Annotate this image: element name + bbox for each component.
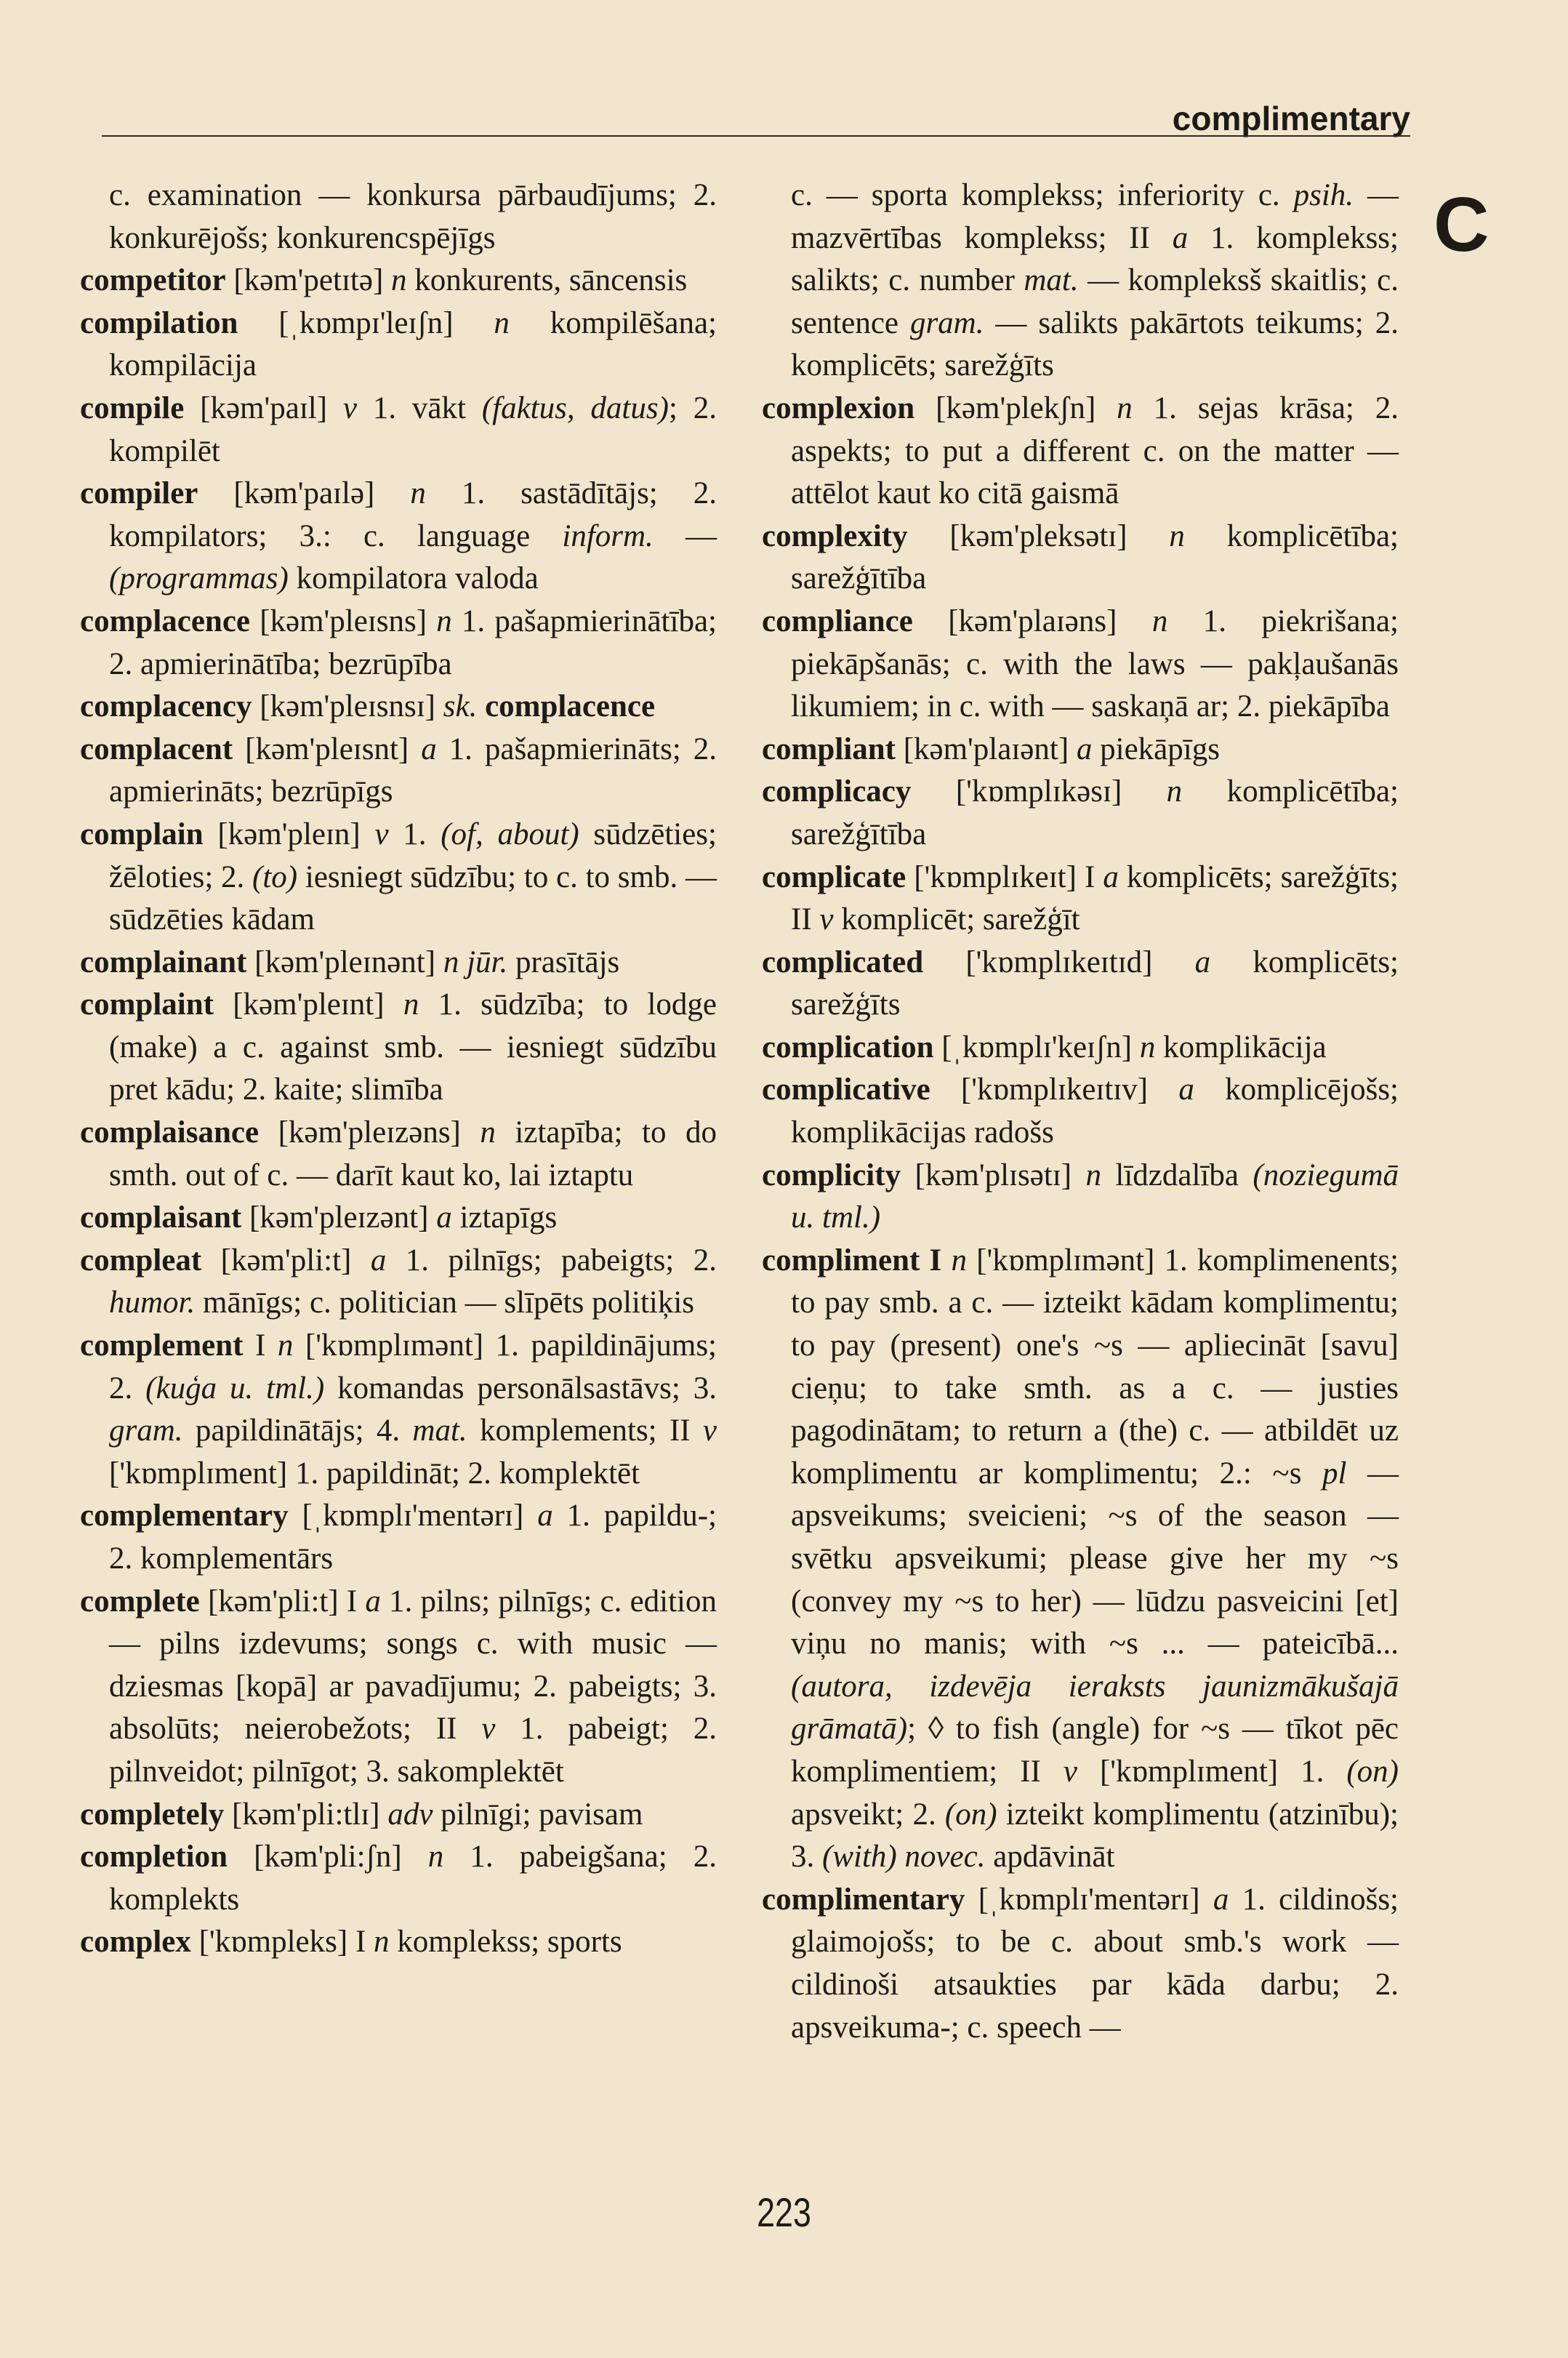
entry-text: ['kɒmplɪkeɪt] I bbox=[906, 859, 1103, 894]
label-italic: gram. bbox=[109, 1413, 183, 1448]
headword: compilation bbox=[80, 305, 238, 340]
entry-text: [ˌkɒmplɪ'mentərɪ] bbox=[288, 1499, 538, 1533]
entry-text: — salikts pakārtots teikums; 2. komplicēts; sarežģīts bbox=[791, 305, 1399, 383]
label-italic: v bbox=[819, 902, 834, 937]
label-italic: (faktus, datus) bbox=[481, 390, 669, 425]
dictionary-entry bbox=[762, 1069, 1399, 1154]
entry-text: komplements; II bbox=[467, 1413, 703, 1448]
entry-text: 1. piekrišana; piekāpšanās; c. with the laws — pakļaušanās likumiem; in c. with — saskaņā ar; 2. piekāpība bbox=[791, 603, 1399, 724]
entry-text: 1. sastādītājs; 2. kompilators; 3.: c. language bbox=[109, 476, 717, 553]
headword: complaint bbox=[80, 987, 214, 1022]
headword: complacent bbox=[80, 731, 233, 766]
label-italic: adv bbox=[387, 1797, 433, 1832]
dictionary-entry bbox=[80, 1495, 717, 1580]
dictionary-entry bbox=[762, 729, 1399, 771]
label-italic: n bbox=[1085, 1158, 1101, 1192]
headword: complication bbox=[762, 1030, 934, 1064]
dictionary-entry bbox=[80, 473, 717, 601]
label-italic: n bbox=[1166, 774, 1183, 809]
entry-text: 1. pašapmierināts; 2. apmierināts; bezrūpīgs bbox=[109, 731, 717, 809]
label-italic: (with) novec. bbox=[822, 1840, 986, 1874]
label-italic: a bbox=[1172, 220, 1189, 255]
label-italic: (to) bbox=[252, 859, 298, 894]
entry-text: [kəm'pleksətɪ] bbox=[907, 518, 1170, 553]
entry-text: [kəm'pleɪn] bbox=[203, 817, 375, 851]
entry-text: ['kɒmplɪkeɪtɪd] bbox=[923, 945, 1195, 979]
entry-text: [kəm'pleɪsns] bbox=[250, 603, 437, 638]
headword: compleat bbox=[80, 1243, 202, 1278]
label-italic: (noziegumā u. tml.) bbox=[791, 1158, 1399, 1235]
dictionary-entry bbox=[80, 1325, 717, 1495]
label-italic: a bbox=[436, 1200, 452, 1235]
entry-text: prasītājs bbox=[507, 945, 620, 979]
entry-text: 1. pabeigt; 2. pilnveidot; pilnīgot; 3. sakomplektēt bbox=[109, 1712, 717, 1789]
dictionary-entry bbox=[80, 814, 717, 942]
dictionary-entry bbox=[80, 260, 717, 302]
entry-text: [kəm'pleɪzəns] bbox=[259, 1115, 481, 1150]
label-italic: v bbox=[481, 1712, 496, 1747]
headword: compile bbox=[80, 390, 185, 425]
headword: compliment bbox=[762, 1243, 920, 1278]
entry-text: komplikācija bbox=[1155, 1030, 1327, 1064]
label-italic: (programmas) bbox=[109, 561, 289, 596]
entry-text: komplicēts; sarežģīts; II bbox=[791, 859, 1399, 937]
entry-text bbox=[477, 689, 485, 723]
entry-text: iztapīgs bbox=[451, 1200, 558, 1235]
headword: complicated bbox=[762, 945, 924, 979]
dictionary-entry bbox=[80, 729, 717, 814]
entry-text: papildinātājs; 4. bbox=[182, 1413, 413, 1448]
entry-text: — mazvērtības komplekss; II bbox=[791, 178, 1399, 255]
entry-text: izteikt komplimentu (atzinību); 3. bbox=[791, 1797, 1399, 1874]
label-italic: inform. bbox=[562, 518, 654, 553]
label-italic: a bbox=[365, 1584, 381, 1619]
label-italic: a bbox=[1178, 1072, 1194, 1107]
headword: compiler bbox=[80, 476, 198, 511]
label-italic: n bbox=[1139, 1030, 1156, 1064]
entry-text: [kəm'paɪlə] bbox=[198, 476, 411, 511]
headword: I bbox=[929, 1243, 942, 1278]
headword: complain bbox=[80, 817, 204, 851]
headword: complete bbox=[80, 1584, 200, 1619]
headword: compliance bbox=[762, 603, 913, 638]
headword: compliant bbox=[762, 731, 896, 766]
entry-text: [kəm'paɪl] bbox=[184, 390, 343, 425]
label-italic: a bbox=[1103, 859, 1119, 894]
entry-text: pilnīgi; pavisam bbox=[433, 1797, 643, 1832]
entry-text: [kəm'pli:t] I bbox=[199, 1584, 366, 1619]
dictionary-entry bbox=[80, 1240, 717, 1325]
entry-text: 1. sūdzība; to lodge (make) a c. against smb. — iesniegt sūdzību pret kādu; 2. kaite; slimība bbox=[109, 987, 717, 1107]
label-italic: n bbox=[480, 1115, 496, 1150]
entry-text bbox=[941, 1243, 951, 1278]
header-rule bbox=[102, 135, 1410, 137]
dictionary-entry bbox=[80, 1197, 717, 1240]
entry-text: 1. komplekss; salikts; c. number bbox=[791, 220, 1399, 298]
entry-text: [kəm'pli:tlɪ] bbox=[224, 1797, 388, 1832]
label-italic: mat. bbox=[1024, 263, 1079, 298]
headword: complement bbox=[80, 1328, 244, 1363]
headword: completion bbox=[80, 1840, 228, 1874]
label-italic: n bbox=[391, 263, 407, 298]
headword: complicative bbox=[762, 1072, 930, 1107]
entry-text: komplicētība; sarežģītība bbox=[791, 774, 1399, 851]
entry-text: 1. bbox=[388, 817, 441, 851]
entry-text: iztapība; to do smth. out of c. — darīt kaut ko, lai iztaptu bbox=[109, 1115, 717, 1192]
entry-text: ['kɒmplɪmənt] 1. komplimenents; to pay smb. a c. — izteikt kādam komplimentu; to pay (present) one's ~s — apliecināt [savu] cieņu; to take smth. as a c. — justies pagodinātam; to return a (the) c. — atbildēt uz komplimentu ar komplimentu; 2.: ~s bbox=[791, 1243, 1399, 1491]
dictionary-entry bbox=[762, 516, 1399, 601]
headword: complaisance bbox=[80, 1115, 260, 1150]
page-number: 223 bbox=[757, 2189, 811, 2235]
entry-text: — apsveikums; sveicieni; ~s of the season — svētku apsveikumi; please give her my ~s (convey my ~s to her) — lūdzu pasveicini [et] viņu no manis; with ~s ... — pateicībā... bbox=[791, 1456, 1399, 1661]
entry-text: 1. sejas krāsa; 2. aspekts; to put a different c. on the matter — attēlot kaut ko citā gaismā bbox=[791, 390, 1399, 511]
entry-text: 1. pilnīgs; pabeigts; 2. bbox=[386, 1243, 717, 1278]
entry-text: ['kɒmplɪmənt] 1. papildinājums; 2. bbox=[109, 1328, 717, 1405]
entry-text: I bbox=[243, 1328, 278, 1363]
headword: complacency bbox=[80, 689, 252, 724]
headword: complaisant bbox=[80, 1200, 242, 1235]
entry-text: konkurents, sāncensis bbox=[406, 263, 688, 298]
label-italic: n bbox=[1151, 603, 1168, 638]
entry-text: [kəm'pleɪnt] bbox=[213, 987, 403, 1022]
label-italic: (kuģa u. tml.) bbox=[145, 1371, 325, 1405]
dictionary-entry bbox=[762, 857, 1399, 942]
headword: complacence bbox=[80, 603, 251, 638]
label-italic: v bbox=[1063, 1754, 1077, 1789]
label-italic: a bbox=[421, 731, 437, 766]
entry-text: ['kɒmplɪkəsɪ] bbox=[911, 774, 1167, 809]
dictionary-entry bbox=[762, 942, 1399, 1027]
entry-text: 1. papildu-; 2. komplementārs bbox=[109, 1499, 717, 1576]
dictionary-entry bbox=[762, 1027, 1399, 1070]
entry-text: ['kɒmpleks] I bbox=[190, 1925, 374, 1960]
label-italic: n bbox=[951, 1243, 967, 1278]
entry-text: [kəm'pleɪsnt] bbox=[233, 731, 422, 766]
dictionary-entry bbox=[762, 601, 1399, 729]
label-italic: v bbox=[342, 390, 357, 425]
dictionary-entry bbox=[762, 388, 1399, 516]
entry-text: 1. pašapmierinātība; 2. apmierinātība; bezrūpība bbox=[109, 603, 717, 681]
label-italic: sk. bbox=[443, 689, 478, 724]
dictionary-entry bbox=[80, 1836, 717, 1921]
headword: complexion bbox=[762, 390, 915, 425]
headword: complicity bbox=[762, 1158, 901, 1192]
dictionary-entry bbox=[80, 388, 717, 473]
entry-text: piekāpīgs bbox=[1092, 731, 1220, 766]
headword: complex bbox=[80, 1925, 191, 1960]
entry-text: ; 2. kompilēt bbox=[109, 390, 717, 468]
entry-text: 1. vākt bbox=[357, 390, 482, 425]
entry-text: komplicējošs; komplikācijas radošs bbox=[791, 1072, 1399, 1150]
label-italic: n bbox=[1169, 518, 1185, 553]
label-italic: v bbox=[374, 817, 389, 851]
entry-text: [kəm'plaɪəns] bbox=[912, 603, 1152, 638]
headword: complicate bbox=[762, 859, 906, 894]
entry-text: ['kɒmplɪkeɪtɪv] bbox=[930, 1072, 1179, 1107]
headword: complainant bbox=[80, 945, 247, 979]
dictionary-entry bbox=[80, 1921, 717, 1964]
entry-text: komplicēts; sarežģīts bbox=[791, 945, 1399, 1022]
entry-text: apdāvināt bbox=[985, 1840, 1115, 1874]
label-italic: n bbox=[1117, 390, 1133, 425]
headword: complementary bbox=[80, 1499, 289, 1533]
entry-text: komplicētība; sarežģītība bbox=[791, 518, 1399, 596]
entry-text: [ˌkɒmpɪ'leɪʃn] bbox=[238, 305, 494, 340]
label-italic: (on) bbox=[944, 1797, 997, 1832]
label-italic: humor. bbox=[109, 1286, 196, 1320]
entry-text: ; ◊ to fish (angle) for ~s — tīkot pēc komplimentiem; II bbox=[791, 1712, 1399, 1789]
label-italic: n bbox=[277, 1328, 294, 1363]
entry-text: ['kɒmplɪment] 1. papildināt; 2. komplektēt bbox=[109, 1456, 640, 1491]
guide-word: complimentary bbox=[1172, 100, 1410, 137]
label-italic: a bbox=[537, 1499, 553, 1533]
dictionary-entry bbox=[80, 1581, 717, 1794]
entry-text: [kəm'plɪsətɪ] bbox=[901, 1158, 1086, 1192]
entry-text: iesniegt sūdzību; to c. to smb. — sūdzēties kādam bbox=[109, 859, 717, 937]
entry-text: [ˌkɒmplɪ'mentərɪ] bbox=[965, 1882, 1213, 1917]
entry-text: līdzdalība bbox=[1101, 1158, 1253, 1192]
entry-text: komplekss; sports bbox=[389, 1925, 622, 1960]
entry-text: [kəm'pleɪzənt] bbox=[241, 1200, 437, 1235]
dictionary-entry bbox=[80, 1112, 717, 1197]
label-italic: (on) bbox=[1346, 1754, 1399, 1789]
headword: competitor bbox=[80, 263, 226, 298]
entry-text: mānīgs; c. politician — slīpēts politiķis bbox=[195, 1286, 695, 1320]
label-italic: n bbox=[403, 987, 419, 1022]
headword: completely bbox=[80, 1797, 225, 1832]
label-italic: n bbox=[436, 603, 452, 638]
dictionary-entry bbox=[80, 1794, 717, 1837]
section-letter: C bbox=[1434, 182, 1489, 268]
entry-text: 1. pilns; pilnīgs; c. edition — pilns izdevums; songs c. with music — dziesmas [kopā] ar pavadījumu; 2. pabeigts; 3. absolūts; neierobežots; II bbox=[109, 1584, 717, 1747]
label-italic: v bbox=[702, 1413, 717, 1448]
dictionary-entry bbox=[80, 686, 717, 729]
dictionary-entry bbox=[80, 942, 717, 984]
label-italic: n bbox=[427, 1840, 444, 1874]
entry-continuation bbox=[80, 175, 717, 260]
label-italic: n jūr. bbox=[443, 945, 508, 979]
label-italic: a bbox=[1213, 1882, 1229, 1917]
entry-text: c. — sporta komplekss; inferiority c. bbox=[791, 178, 1294, 212]
entry-text: sūdzēties; žēloties; 2. bbox=[109, 817, 717, 894]
entry-text: [kəm'pleɪnənt] bbox=[246, 945, 443, 979]
dictionary-entry bbox=[762, 1155, 1399, 1240]
headword: complacence bbox=[485, 689, 656, 724]
headword: complimentary bbox=[762, 1882, 965, 1917]
entry-text: [ˌkɒmplɪ'keɪʃn] bbox=[933, 1030, 1140, 1064]
entry-text: 1. pabeigšana; 2. komplekts bbox=[109, 1840, 717, 1917]
left-column bbox=[80, 175, 717, 1964]
label-italic: psih. bbox=[1293, 178, 1354, 212]
entry-text: [kəm'pli:t] bbox=[201, 1243, 371, 1278]
label-italic: a bbox=[1194, 945, 1211, 979]
entry-text: [kəm'pleɪsnsɪ] bbox=[252, 689, 443, 724]
entry-text: ['kɒmplɪment] 1. bbox=[1077, 1754, 1347, 1789]
label-italic: n bbox=[374, 1925, 390, 1960]
label-italic: n bbox=[494, 305, 510, 340]
label-italic: a bbox=[370, 1243, 387, 1278]
headword: complicacy bbox=[762, 774, 912, 809]
label-italic: pl bbox=[1322, 1456, 1347, 1491]
right-column bbox=[762, 175, 1399, 2049]
label-italic: (of, about) bbox=[441, 817, 579, 851]
entry-text: [kəm'plekʃn] bbox=[914, 390, 1117, 425]
entry-text: komandas personālsastāvs; 3. bbox=[324, 1371, 717, 1405]
entry-text: [kəm'pli:ʃn] bbox=[228, 1840, 428, 1874]
entry-text: kompilatora valoda bbox=[288, 561, 539, 596]
dictionary-entry bbox=[80, 601, 717, 686]
dictionary-entry bbox=[762, 771, 1399, 856]
dictionary-entry bbox=[80, 302, 717, 388]
entry-text: c. examination — konkursa pārbaudījums; 2. konkurējošs; konkurencspējīgs bbox=[109, 178, 717, 255]
label-italic: n bbox=[410, 476, 426, 511]
entry-text: — bbox=[653, 518, 717, 553]
headword: complexity bbox=[762, 518, 908, 553]
entry-continuation bbox=[762, 175, 1399, 388]
entry-text: [kəm'petɪtə] bbox=[225, 263, 392, 298]
label-italic: gram. bbox=[909, 305, 984, 340]
entry-text: 1. cildinošs; glaimojošs; to be c. about smb.'s work — cildinoši atsaukties par kāda darbu; 2. apsveikuma-; c. speech — bbox=[791, 1882, 1399, 2045]
dictionary-entry bbox=[762, 1879, 1399, 2049]
entry-text: [kəm'plaɪənt] bbox=[895, 731, 1077, 766]
entry-text: apsveikt; 2. bbox=[791, 1797, 945, 1832]
dictionary-entry bbox=[762, 1240, 1399, 1879]
dictionary-entry bbox=[80, 984, 717, 1112]
label-italic: mat. bbox=[412, 1413, 467, 1448]
entry-text bbox=[920, 1243, 929, 1278]
entry-text: — kompleksš skaitlis; c. sentence bbox=[791, 263, 1399, 340]
entry-text: komplicēt; sarežģīt bbox=[833, 902, 1080, 937]
entry-text: kompilēšana; kompilācija bbox=[109, 305, 717, 383]
label-italic: a bbox=[1076, 731, 1093, 766]
label-italic: (autora, izdevēja ieraksts jaunizmākušajā grāmatā) bbox=[791, 1669, 1399, 1747]
